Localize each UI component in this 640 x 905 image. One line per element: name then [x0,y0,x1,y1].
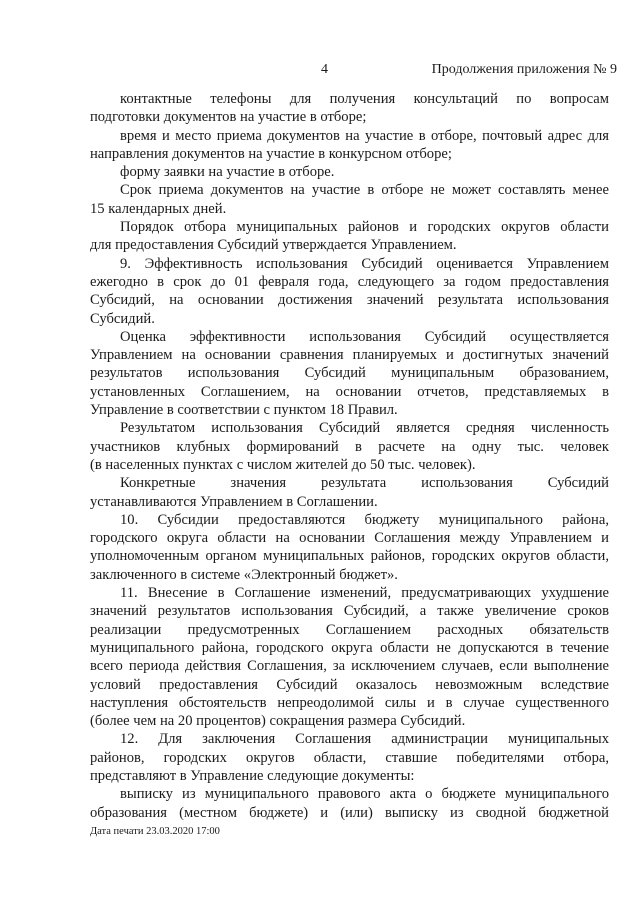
body-line: образования (местном бюджете) и (или) выписку из сводной бюджетной [90,804,609,821]
body-line: форму заявки на участие в отборе. [120,164,335,181]
body-line: устанавливаются Управлением в Соглашении. [90,493,378,510]
body-line: городского округа области на основании Соглашения между Управлением и [90,530,609,547]
body-line: подготовки документов на участие в отборе; [90,109,367,126]
body-line: ежегодно в срок до 01 февраля года, следующего за годом предоставления [90,273,609,290]
body-line: Порядок отбора муниципальных районов и городских округов области [120,219,609,236]
body-line: представляют в Управление следующие документы: [90,767,415,784]
body-line: Управление в соответствии с пунктом 18 Правил. [90,402,398,419]
body-line: 11. Внесение в Соглашение изменений, предусматривающих ухудшение [120,585,609,602]
body-line: 9. Эффективность использования Субсидий оценивается Управлением [120,255,609,272]
body-line: контактные телефоны для получения консультаций по вопросам [120,91,609,107]
body-line: заключенного в системе «Электронный бюджет». [90,566,398,583]
body-line: время и место приема документов на участие в отборе, почтовый адрес для [120,127,609,144]
body-line: значений результатов использования Субсидий, а также увеличение сроков [90,603,609,620]
body-line: Конкретные значения результата использования Субсидий [120,475,609,492]
body-line: уполномоченным органом муниципальных районов, городских округов области, [90,548,609,565]
body-line: направления документов на участие в конкурсном отборе; [90,145,452,162]
body-line: участников клубных формирований в расчете на одну тыс. человек [90,438,609,455]
body-line: Субсидий. [90,310,155,327]
continuation-label: Продолжения приложения № 9 [431,62,617,77]
body-line: Результатом использования Субсидий является средняя численность [120,420,609,437]
body-line: условий предоставления Субсидий оказалось невозможным вследствие [90,676,609,693]
body-line: наступления обстоятельств непреодолимой силы и в случае существенного [90,694,609,711]
body-line: 10. Субсидии предоставляются бюджету муниципального района, [120,511,609,528]
body-line: муниципального района, городского округа области не допускаются в течение [90,639,609,656]
document-body [90,90,609,822]
body-line: районов, городских округов области, ставшие победителями отбора, [90,749,609,766]
body-line: Оценка эффективности использования Субсидий осуществляется [120,328,609,345]
body-line: всего периода действия Соглашения, за исключением случаев, если выполнение [90,658,609,675]
body-line: (более чем на 20 процентов) сокращения размера Субсидий. [90,713,466,730]
body-line: 15 календарных дней. [90,200,227,217]
body-line: выписку из муниципального правового акта о бюджете муниципального [120,786,609,803]
body-line: реализации предусмотренных Соглашением расходных обязательств [90,621,609,638]
body-line: Субсидий, на основании достижения значений результата использования [90,292,609,309]
body-line: результатов использования Субсидий муниципальным образованием, [90,365,609,382]
body-line: установленных Соглашением, на основании отчетов, представляемых в [90,383,609,400]
print-date: Дата печати 23.03.2020 17:00 [90,826,220,837]
body-line: для предоставления Субсидий утверждается Управлением. [90,237,457,254]
body-line: Управлением на основании сравнения планируемых и достигнутых значений [90,347,609,364]
body-line: Срок приема документов на участие в отборе не может составлять менее [120,182,609,199]
page-number: 4 [321,62,328,77]
body-line: (в населенных пунктах с числом жителей до 50 тыс. человек). [90,456,476,473]
body-line: 12. Для заключения Соглашения администрации муниципальных [120,731,609,748]
